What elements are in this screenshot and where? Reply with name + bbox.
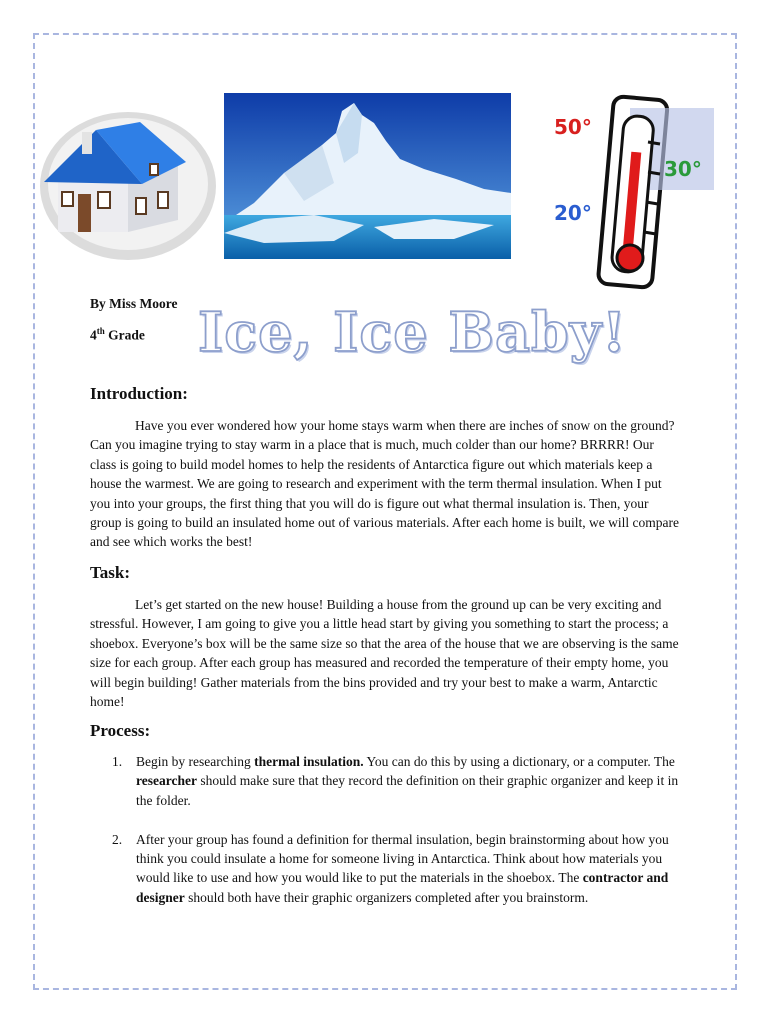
author-line: By Miss Moore	[90, 296, 178, 311]
step-text: You can do this by using a dictionary, or a computer. The	[363, 754, 675, 769]
step-bold: contractor and designer	[136, 870, 669, 905]
iceberg-image	[224, 93, 511, 259]
step-text: After your group has found a definition for thermal insulation, begin brainstorming about how you think you could insulate a home for someone living in Antarctica. Think about how materials you would like to use and how you would like to put the materials in the shoebox. The	[136, 831, 669, 886]
step-text: should make sure that they record the definition on their graphic organizer and keep it in the folder.	[136, 773, 679, 808]
grade-number: 4	[90, 327, 97, 343]
intro-paragraph: Have you ever wondered how your home stays warm when there are inches of snow on the ground? Can you imagine trying to stay warm in a place that is much, much colder than our home? BRRRR! Our class is going to build model homes to help the residents of Antarctica figure out which materials keep a house the warmest. We are going to research and experiment with the term thermal insulation. When I put you into your groups, the first thing that you will do is figure out what thermal insulation is. Then, your group is going to build an insulated home out of various materials. After each home is built, we will compare and see which works the best!	[90, 418, 679, 550]
task-paragraph: Let’s get started on the new house! Building a house from the ground up can be very exciting and stressful. However, I am going to give you a little head start by giving you something to start the process; a shoebox. Everyone’s box will be the same size so that the area of the house that we are observing is the same size for each group. After each group has measured and recorded the temperature of their empty home, you will begin building! Gather materials from the bins provided and try your best to make a warm, Antarctic home!	[90, 597, 679, 710]
process-list	[112, 752, 682, 907]
page-title: Ice, Ice Baby!	[198, 300, 627, 364]
intro-heading: Introduction:	[90, 384, 188, 403]
step-bold: researcher	[136, 773, 197, 789]
label-50: 50°	[554, 115, 592, 139]
grade-suffix: th	[96, 326, 105, 336]
grade-word: Grade	[108, 327, 145, 343]
house-image	[36, 100, 218, 262]
thermometer-image	[548, 90, 720, 296]
process-step	[112, 830, 682, 908]
step-text: should both have their graphic organizers completed after you brainstorm.	[184, 889, 589, 905]
step-number: 2.	[112, 831, 123, 847]
label-20: 20°	[554, 201, 592, 225]
step-bold: thermal insulation.	[254, 754, 364, 769]
process-step	[112, 752, 682, 810]
grade-line	[90, 326, 145, 344]
task-heading: Task:	[90, 563, 131, 582]
label-30: 30°	[664, 157, 702, 181]
step-number: 1.	[112, 754, 123, 769]
step-text: Begin by researching	[136, 754, 255, 769]
process-heading: Process:	[90, 721, 151, 740]
